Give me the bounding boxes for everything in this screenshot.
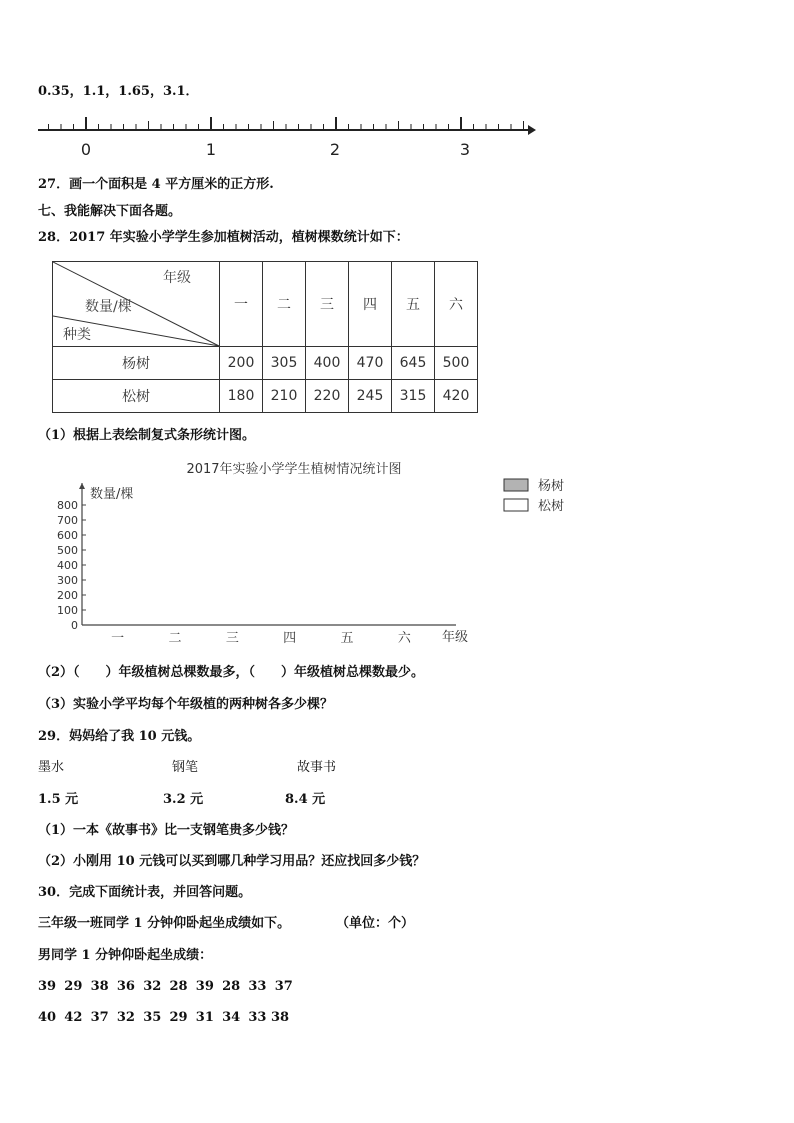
question-27: 27．画一个面积是 4 平方厘米的正方形. [38,177,274,192]
y-tick-label: 100 [57,604,78,617]
tree-table [52,261,478,413]
score-value: 28 [169,979,188,994]
score-value: 35 [143,1010,162,1025]
question-29-1: （1）一本《故事书》比一支钢笔贵多少钱？ [38,823,295,838]
item-name: 墨水 [38,760,65,775]
number-line [0,0,794,170]
legend-swatch [504,499,528,511]
row-label: 杨树 [53,347,220,380]
item-name: 故事书 [297,760,337,775]
score-value: 31 [195,1010,214,1025]
header-grade: 年级 [163,270,191,286]
score-value: 33 38 [248,1010,290,1025]
chart-title: 2017年实验小学学生植树情况统计图 [186,462,402,477]
score-value: 29 [64,979,83,994]
table-cell: 220 [306,380,349,413]
table-row [53,347,478,380]
table-cell: 645 [392,347,435,380]
score-value: 33 [248,979,267,994]
number-line-label: 0 [80,140,92,159]
x-tick-label: 二 [168,631,182,646]
number-line-label: 2 [329,140,341,159]
grade-header: 五 [392,262,435,347]
table-row [53,380,478,413]
legend-label: 松树 [538,499,565,514]
question-28: 28．2017 年实验小学学生参加植树活动，植树棵数统计如下： [38,230,409,245]
table-cell: 210 [263,380,306,413]
table-cell: 315 [392,380,435,413]
legend-swatch [504,479,528,491]
number-line-label: 1 [205,140,217,159]
table-cell: 305 [263,347,306,380]
legend-label: 杨树 [538,479,565,494]
score-value: 34 [222,1010,241,1025]
number-list: 0.35，1.1，1.65，3.1． [38,84,199,99]
row-label: 松树 [53,380,220,413]
y-tick-label: 600 [57,529,78,542]
question-29: 29．妈妈给了我 10 元钱。 [38,729,201,744]
table-cell: 200 [220,347,263,380]
table-cell: 180 [220,380,263,413]
question-28-2: （2）（ ）年级植树总棵数最多，（ ）年级植树总棵数最少。 [38,665,425,680]
score-value: 28 [222,979,241,994]
x-axis-label: 年级 [442,630,469,645]
grade-header: 六 [435,262,478,347]
y-axis-label: 数量/棵 [90,487,134,502]
y-tick-label: 500 [57,544,78,557]
y-tick-label: 800 [57,499,78,512]
score-value: 32 [116,1010,135,1025]
y-tick-label: 700 [57,514,78,527]
table-cell: 420 [435,380,478,413]
question-28-1: （1）根据上表绘制复式条形统计图。 [38,428,256,443]
score-value: 36 [116,979,135,994]
x-tick-label: 五 [340,631,354,646]
table-cell: 400 [306,347,349,380]
header-kind: 种类 [63,327,91,343]
item-price: 8.4 元 [285,792,326,807]
x-tick-label: 六 [397,631,411,646]
x-tick-label: 三 [225,631,239,646]
score-value: 38 [90,979,109,994]
header-quantity: 数量/棵 [85,299,132,315]
score-value: 32 [143,979,162,994]
score-value: 39 [195,979,214,994]
score-value: 37 [90,1010,109,1025]
x-tick-label: 一 [111,631,125,646]
grade-header: 一 [220,262,263,347]
question-30: 30．完成下面统计表，并回答问题。 [38,885,252,900]
table-cell: 500 [435,347,478,380]
section-heading: 七、我能解决下面各题。 [38,204,182,219]
y-tick-label: 300 [57,574,78,587]
y-axis-arrow-icon [79,483,85,489]
item-price: 3.2 元 [163,792,204,807]
score-value: 40 [38,1010,57,1025]
unit-note: （单位：个） [336,916,415,931]
x-tick-label: 四 [283,631,297,646]
table-cell: 470 [349,347,392,380]
item-name: 钢笔 [172,760,199,775]
boys-label: 男同学 1 分钟仰卧起坐成绩： [38,948,213,963]
arrow-icon [528,125,536,135]
number-line-label: 3 [459,140,471,159]
score-value: 37 [274,979,293,994]
y-tick-label: 0 [71,619,78,632]
question-30-intro: 三年级一班同学 1 分钟仰卧起坐成绩如下。 [38,916,291,931]
score-value: 42 [64,1010,83,1025]
item-price: 1.5 元 [38,792,79,807]
y-tick-label: 200 [57,589,78,602]
question-28-3: （3）实验小学平均每个年级植的两种树各多少棵？ [38,697,334,712]
score-value: 29 [169,1010,188,1025]
table-cell: 245 [349,380,392,413]
grade-header: 二 [263,262,306,347]
y-tick-label: 400 [57,559,78,572]
question-29-2: （2）小刚用 10 元钱可以买到哪几种学习用品？还应找回多少钱？ [38,854,426,869]
bar-chart [30,455,590,653]
grade-header: 三 [306,262,349,347]
grade-header: 四 [349,262,392,347]
score-value: 39 [38,979,57,994]
table-header-diagonal [53,262,220,347]
